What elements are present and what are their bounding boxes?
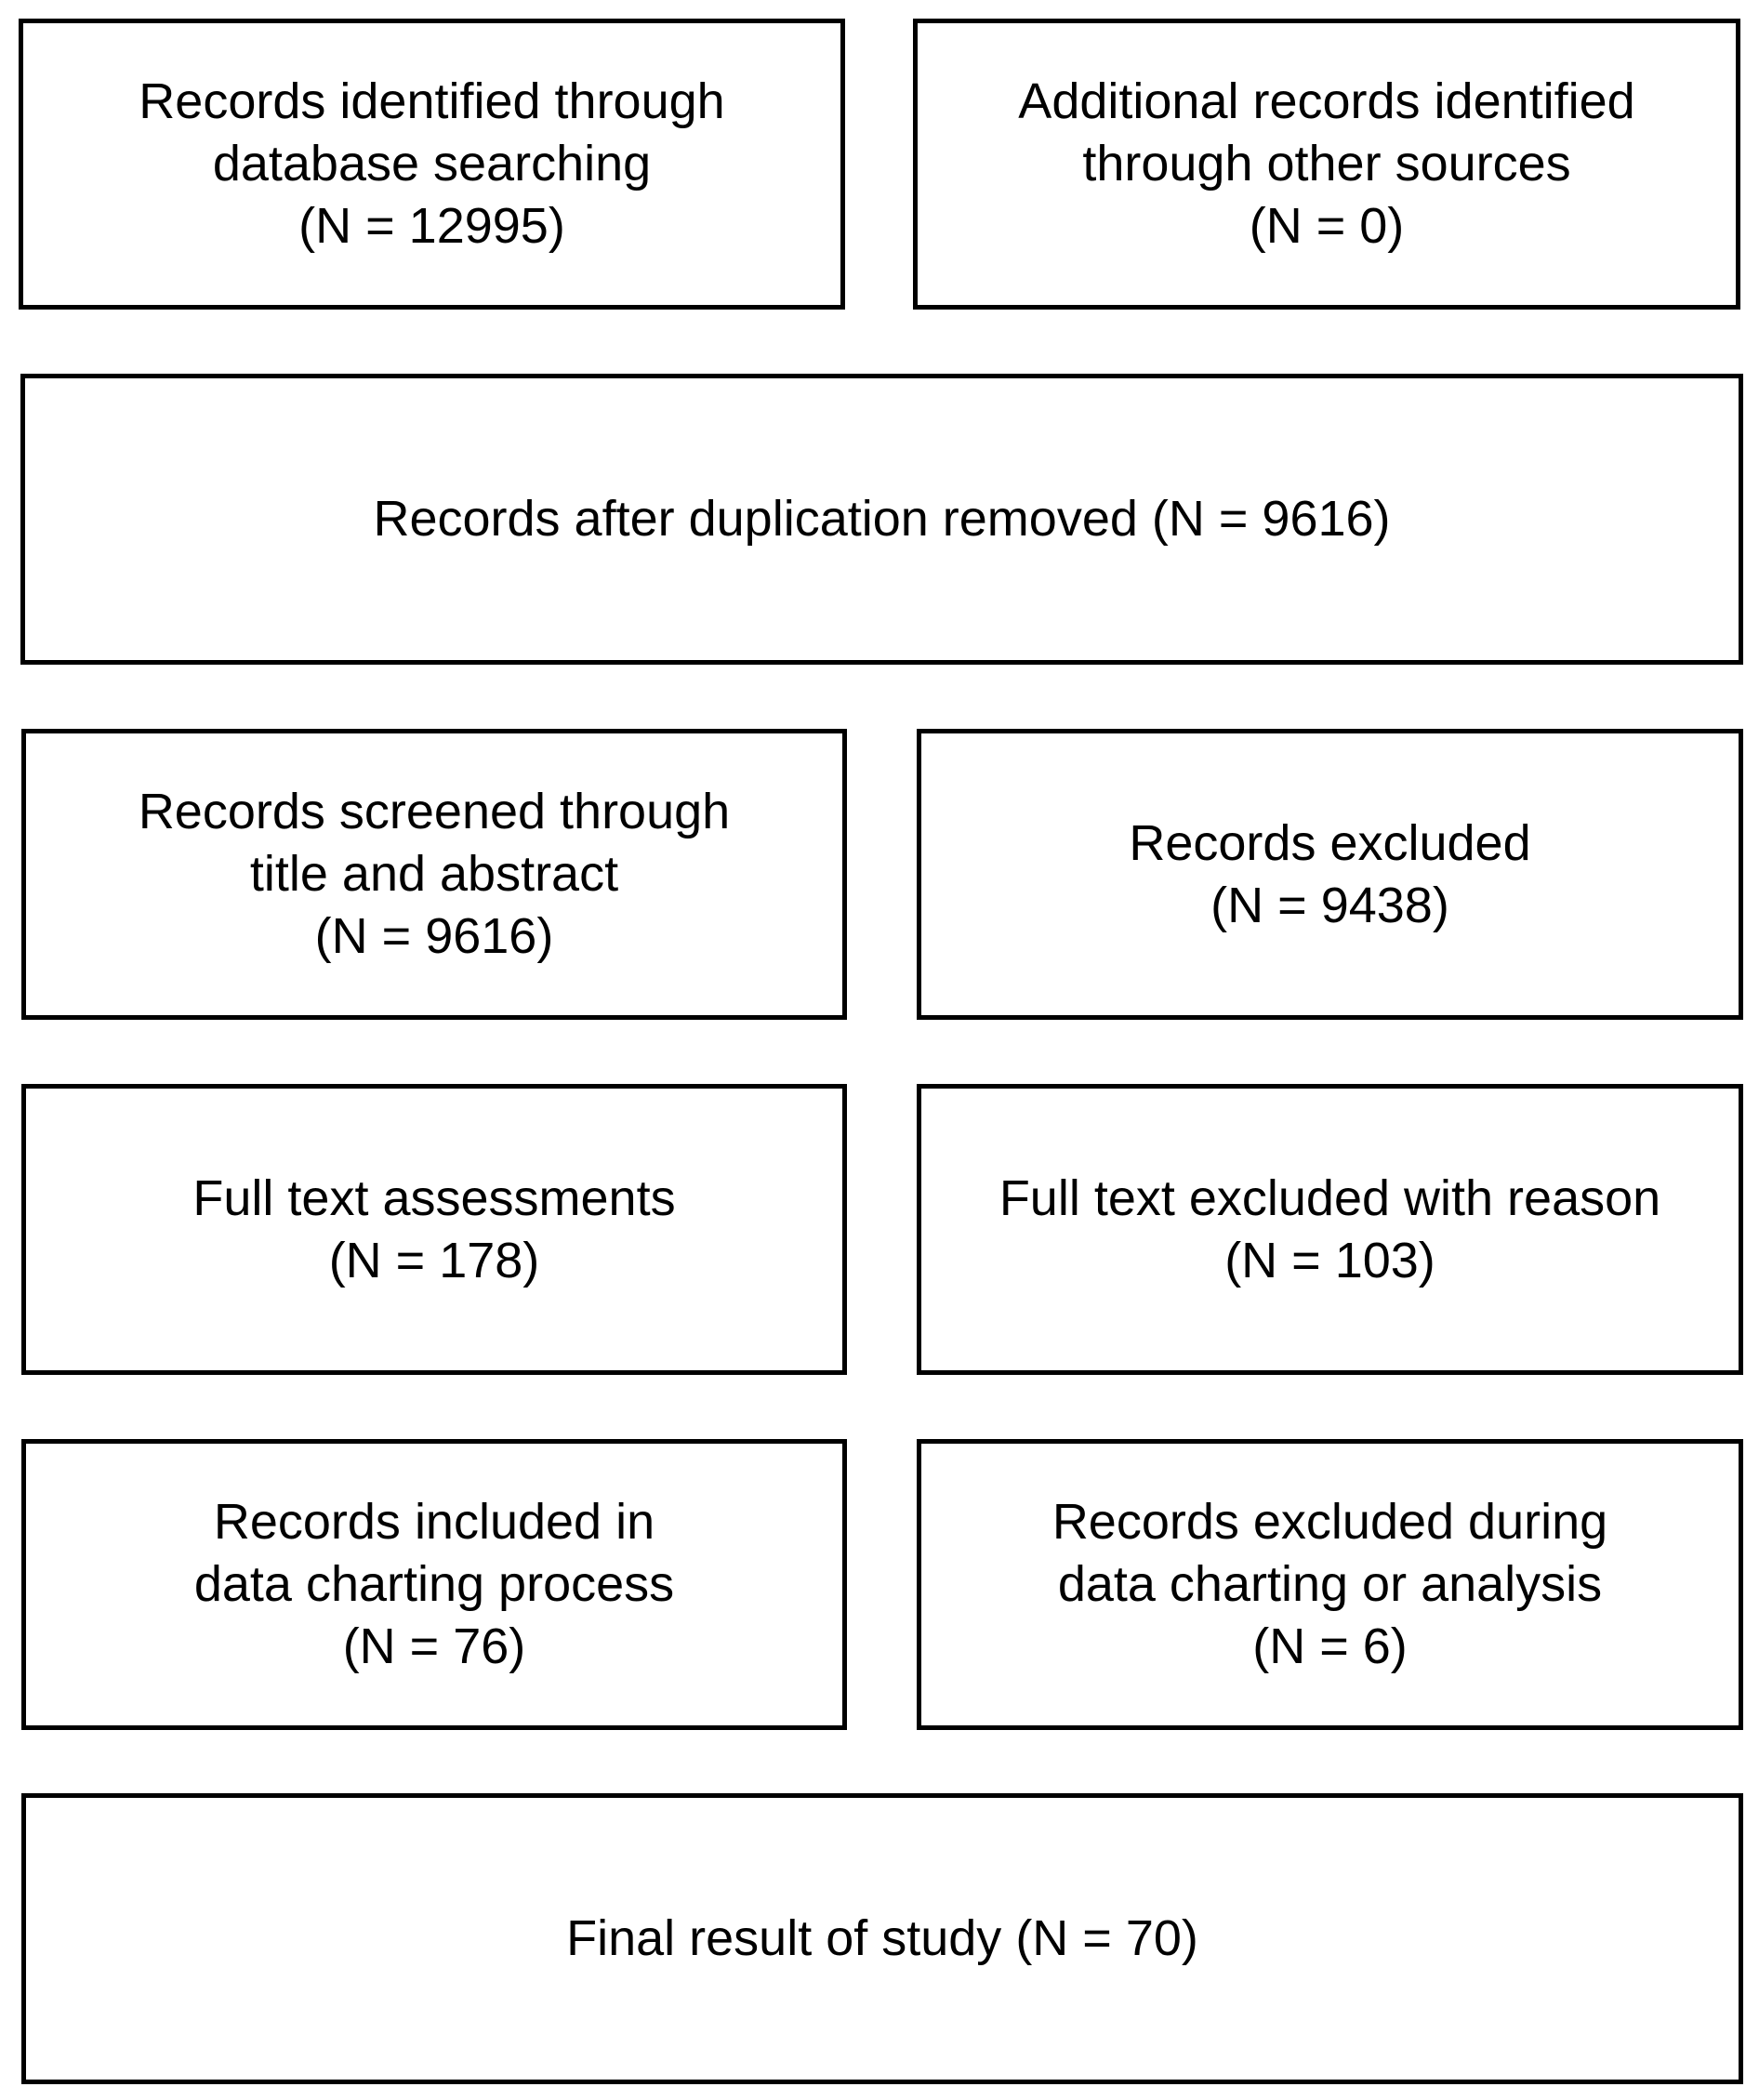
box-count: (N = 178): [328, 1232, 540, 1288]
box-line: Full text assessments: [192, 1169, 676, 1226]
box-line: Records screened through: [138, 784, 731, 839]
box-records-excluded-charting: [917, 1439, 1743, 1730]
box-line: Records included in: [213, 1494, 655, 1550]
box-line: Records excluded during: [1051, 1494, 1608, 1550]
box-count: (N = 12995): [298, 198, 565, 254]
box-line: Full text excluded with reason: [999, 1169, 1661, 1226]
box-count: (N = 76): [342, 1618, 526, 1674]
box-records-included-charting: [21, 1439, 847, 1730]
box-line: data charting or analysis: [1057, 1556, 1603, 1612]
box-line: Final result of study (N = 70): [566, 1910, 1198, 1966]
box-records-after-duplication: [20, 374, 1743, 665]
box-full-text-excluded: [917, 1084, 1743, 1375]
box-line: Records identified through: [139, 73, 725, 129]
box-line: data charting process: [193, 1556, 675, 1612]
box-line: database searching: [212, 136, 652, 192]
box-count: (N = 9438): [1210, 877, 1449, 933]
box-count: (N = 9616): [314, 908, 554, 964]
box-final-result: [21, 1793, 1743, 2084]
box-line: Records excluded: [1129, 814, 1531, 871]
box-records-excluded: [917, 729, 1743, 1020]
box-count: (N = 6): [1252, 1618, 1408, 1674]
box-line: Records after duplication removed (N = 9616): [373, 491, 1391, 547]
box-line: Additional records identified: [1018, 73, 1635, 129]
box-full-text-assessments: [21, 1084, 847, 1375]
box-line: through other sources: [1082, 136, 1571, 192]
box-records-screened: [21, 729, 847, 1020]
box-count: (N = 103): [1224, 1232, 1435, 1288]
box-records-identified-other-sources: [913, 19, 1740, 310]
box-records-identified-database: [19, 19, 845, 310]
box-count: (N = 0): [1249, 198, 1405, 254]
box-line: title and abstract: [249, 846, 619, 902]
